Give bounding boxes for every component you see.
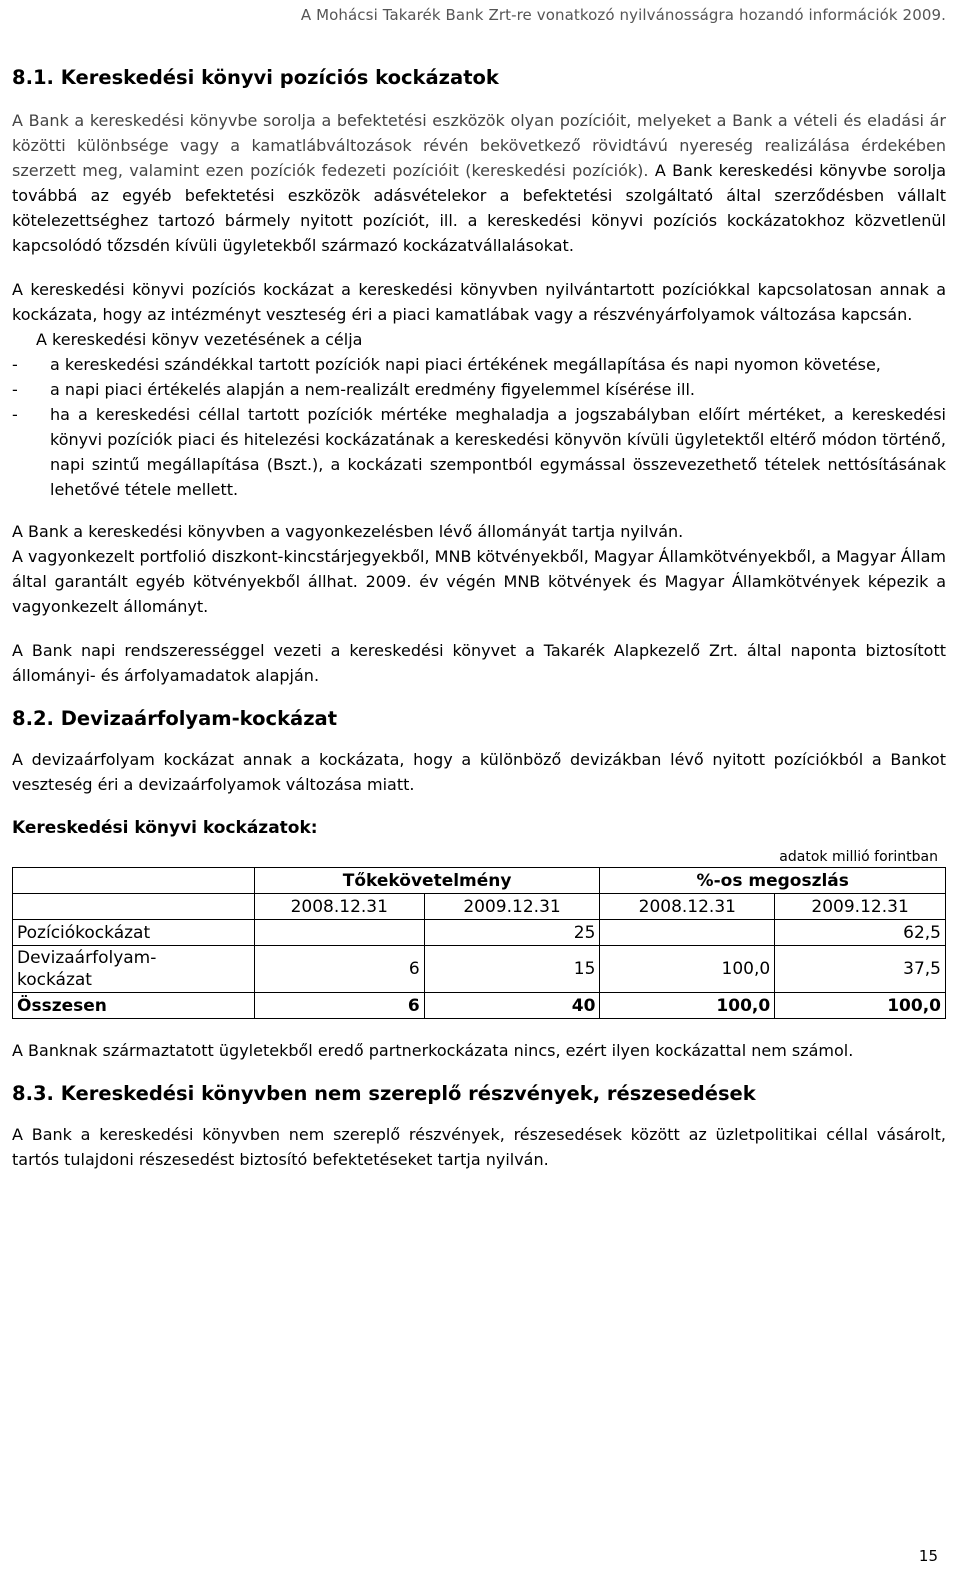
table-cell: 37,5 (775, 946, 946, 993)
s81-paragraph-1 (12, 108, 946, 258)
risk-table (12, 867, 946, 1019)
table-year-header-row (13, 894, 946, 920)
table-row-label: Összesen (13, 993, 255, 1019)
list-dash: - (12, 355, 18, 374)
table-cell: 62,5 (775, 920, 946, 946)
table-cell: 6 (254, 946, 424, 993)
section-8-3-title: 8.3. Kereskedési könyvben nem szereplő részvények, részesedések (12, 1082, 756, 1105)
list-item (12, 377, 946, 402)
s83-paragraph-1: A Bank a kereskedési könyvben nem szereplő részvények, részesedések között az üzletpolitikai céllal vásárolt, tartós tulajdoni részesedést biztosító befektetéseket tartja nyilván. (12, 1125, 946, 1169)
s81-paragraph-5: A Bank napi rendszerességgel vezeti a kereskedési könyvet a Takarék Alapkezelő Zrt. által naponta biztosított állományi- és árfolyamadatok alapján. (12, 641, 946, 685)
table-header-year: 2009.12.31 (775, 894, 946, 920)
section-8-2-title: 8.2. Devizaárfolyam-kockázat (12, 707, 338, 730)
table-header-megoszlas: %-os megoszlás (600, 868, 946, 894)
s81-paragraph-1b: A Bank kereskedési könyvbe sorolja továbbá az egyéb befektetési eszközök adásvételekor a befektetési szolgáltató által szerződésben vállalt kötelezettséghez tartozó bármely nyitott pozíciót, ill. a kereskedési könyvi pozíciós kockázatokhoz közvetlenül kapcsolódó tőzsdén kívüli ügyletekből származó kockázatvállalásokat. (12, 161, 947, 255)
table-header-year: 2008.12.31 (254, 894, 424, 920)
table-group-header-row (13, 868, 946, 894)
table-cell: 6 (254, 993, 424, 1019)
table-header-empty (13, 868, 255, 894)
list-dash: - (12, 380, 18, 399)
running-header: A Mohácsi Takarék Bank Zrt-re vonatkozó nyilvánosságra hozandó információk 2009. (300, 6, 946, 24)
table-header-year: 2009.12.31 (424, 894, 600, 920)
table-row-label: Devizaárfolyam-kockázat (13, 946, 255, 993)
list-item (12, 402, 946, 502)
table-cell (600, 920, 775, 946)
document-body (12, 66, 946, 1172)
s82-paragraph-2: A Banknak származtatott ügyletekből eredő partnerkockázata nincs, ezért ilyen kockázattal nem számol. (12, 1041, 854, 1060)
s81-goal-line: A kereskedési könyv vezetésének a célja (36, 330, 363, 349)
list-item-text: a napi piaci értékelés alapján a nem-realizált eredmény figyelemmel kísérése ill. (50, 380, 695, 399)
table-cell: 15 (424, 946, 600, 993)
table-cell: 100,0 (600, 946, 775, 993)
table-row-label: Pozíciókockázat (13, 920, 255, 946)
table-header-year: 2008.12.31 (600, 894, 775, 920)
table-row (13, 920, 946, 946)
table-header-empty (13, 894, 255, 920)
s81-paragraph-1a: A Bank a kereskedési könyvbe sorolja a befektetési eszközök olyan pozícióit, melyeket a Bank a vételi és eladási ár közötti különbsége vagy a kamatlábváltozások révén bekövetkező rövidtávú nyereség realizálása érdekében szerzett meg, valamint ezen pozíciók fedezeti pozícióit (kereskedési pozíciók). (12, 111, 946, 180)
s81-paragraph-4: A vagyonkezelt portfolió diszkont-kincstárjegyekből, MNB kötvényekből, Magyar Államkötvényekből, a Magyar Állam által garantált egyéb kötvényekből állhat. 2009. év végén MNB kötvények és Magyar Államkötvények képezik a vagyonkezelt állományt. (12, 547, 946, 616)
table-cell: 25 (424, 920, 600, 946)
table-cell: 100,0 (775, 993, 946, 1019)
table-row-total (13, 993, 946, 1019)
section-8-1-title: 8.1. Kereskedési könyvi pozíciós kockázatok (12, 66, 499, 89)
s81-paragraph-3: A Bank a kereskedési könyvben a vagyonkezelésben lévő állományát tartja nyilván. (12, 522, 684, 541)
list-item-text: ha a kereskedési céllal tartott pozíciók mértéke meghaladja a jogszabályban előírt mértéket, a kereskedési könyvi pozíciók piaci és hitelezési kockázatának a kereskedési könyvön kívüli ügyletektől eltérő módon történő, napi szintű megállapítása (Bszt.), a kockázati szempontból egymással összevezethető tételek nettósításának lehetővé tétele mellett. (50, 405, 946, 499)
table-cell: 100,0 (600, 993, 775, 1019)
table-unit-note: adatok millió forintban (779, 849, 938, 865)
list-item (12, 352, 946, 377)
s82-table-title: Kereskedési könyvi kockázatok: (12, 818, 318, 838)
s81-paragraph-2: A kereskedési könyvi pozíciós kockázat a kereskedési könyvben nyilvántartott pozíciókkal kapcsolatosan annak a kockázata, hogy az intézményt veszteség éri a piaci kamatlábak vagy a részvényárfolyamok változása kapcsán. (12, 280, 946, 324)
list-item-text: a kereskedési szándékkal tartott pozíciók napi piaci értékének megállapítása és napi nyomon követése, (50, 355, 881, 374)
page-number: 15 (918, 1547, 938, 1565)
table-cell (254, 920, 424, 946)
s82-paragraph-1: A devizaárfolyam kockázat annak a kockázata, hogy a különböző devizákban lévő nyitott pozíciókból a Bankot veszteség éri a devizaárfolyamok változása miatt. (12, 750, 946, 794)
table-row (13, 946, 946, 993)
table-cell: 40 (424, 993, 600, 1019)
list-dash: - (12, 405, 18, 424)
table-header-tokekovetelmeny: Tőkekövetelmény (254, 868, 600, 894)
